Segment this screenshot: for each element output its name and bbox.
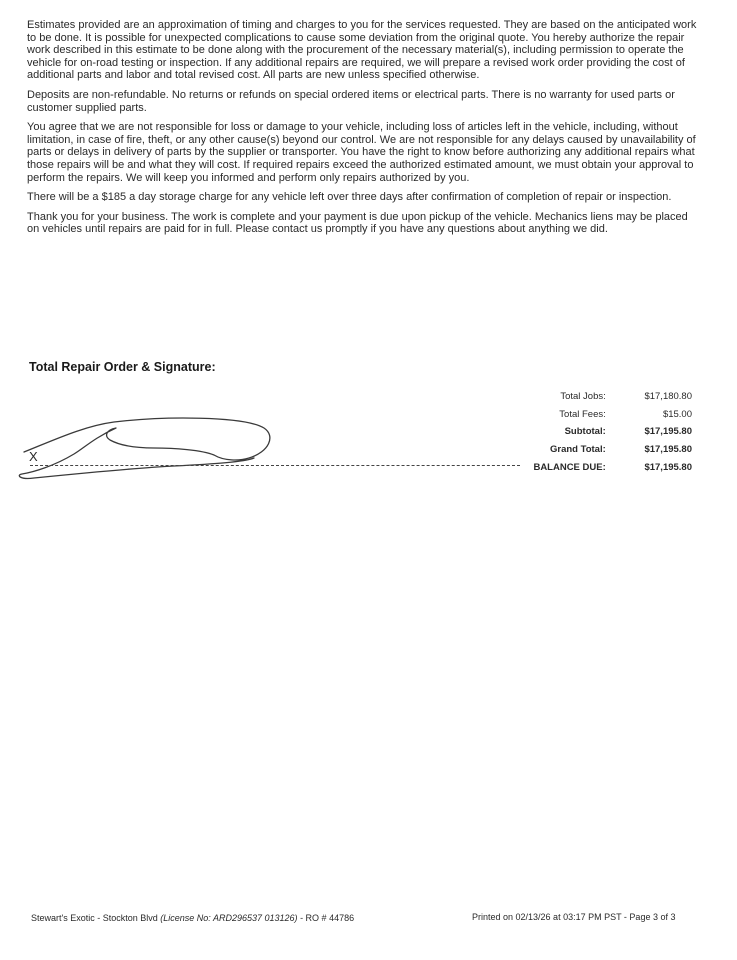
- total-fees-label: Total Fees:: [559, 408, 606, 420]
- balance-due-value: $17,195.80: [644, 461, 692, 473]
- signature-line: [30, 465, 520, 466]
- terms-thank-you-paragraph: Thank you for your business. The work is complete and your payment is due upon pickup of the vehicle. Mechanics liens may be placed on vehicles until repairs are paid for in full. Please contact us promptly if you have any questions about anything we did.: [27, 210, 688, 236]
- totals-row-grand-total: [500, 441, 696, 459]
- footer-printed-info: Printed on 02/13/26 at 03:17 PM PST - Page 3 of 3: [472, 912, 676, 922]
- signature-section-title: Total Repair Order & Signature:: [29, 360, 216, 374]
- totals-table: [500, 388, 696, 476]
- total-fees-value: $15.00: [662, 408, 692, 420]
- footer-license: (License No: ARD296537 013126): [160, 913, 298, 923]
- totals-row-total-fees: [500, 406, 696, 424]
- signature-x-mark: X: [29, 449, 38, 464]
- totals-row-subtotal: [500, 423, 696, 441]
- customer-signature: [14, 408, 284, 486]
- totals-row-total-jobs: [500, 388, 696, 406]
- terms-and-conditions: [27, 19, 699, 243]
- balance-due-label: BALANCE DUE:: [533, 461, 606, 473]
- grand-total-label: Grand Total:: [549, 444, 606, 456]
- grand-total-value: $17,195.80: [644, 444, 692, 456]
- terms-storage-paragraph: There will be a $185 a day storage charge for any vehicle left over three days after confirmation of completion of repair or inspection.: [27, 191, 672, 204]
- total-jobs-value: $17,180.80: [644, 391, 692, 403]
- totals-row-balance-due: [500, 458, 696, 476]
- total-jobs-label: Total Jobs:: [560, 391, 606, 403]
- terms-deposits-paragraph: Deposits are non-refundable. No returns or refunds on special ordered items or electrical parts. There is no warranty for used parts or customer supplied parts.: [27, 88, 675, 114]
- footer-shop-info: [31, 913, 354, 923]
- terms-liability-paragraph: You agree that we are not responsible for loss or damage to your vehicle, including loss of articles left in the vehicle, including, without limitation, in case of fire, theft, or any other cause(s) beyond our control. We are not responsible for any delays caused by unavailability of parts or delays in delivery of parts by the supplier or transporter. You have the right to know before authorizing any additional repairs what those repairs will be and what they will cost. If required repairs exceed the authorized estimated amount, we must obtain your approval to perform the repairs. We will keep you informed and perform only repairs authorized by you.: [27, 121, 696, 184]
- footer-ro-number: - RO # 44786: [300, 913, 355, 923]
- footer-shop-name: Stewart's Exotic - Stockton Blvd: [31, 913, 158, 923]
- subtotal-value: $17,195.80: [644, 426, 692, 438]
- terms-estimates-paragraph: Estimates provided are an approximation of timing and charges to you for the services requested. They are based on the anticipated work to be done. It is possible for unexpected complications to cause some deviation from the original quote. You hereby authorize the repair work described in this estimate to be done along with the procurement of the necessary material(s), including permission to operate the vehicle for on-road testing or inspection. If any additional repairs are required, we will prepare a revised work order providing the cost of additional parts and labor and total revised cost. All parts are new unless specified otherwise.: [27, 19, 697, 82]
- subtotal-label: Subtotal:: [564, 426, 606, 438]
